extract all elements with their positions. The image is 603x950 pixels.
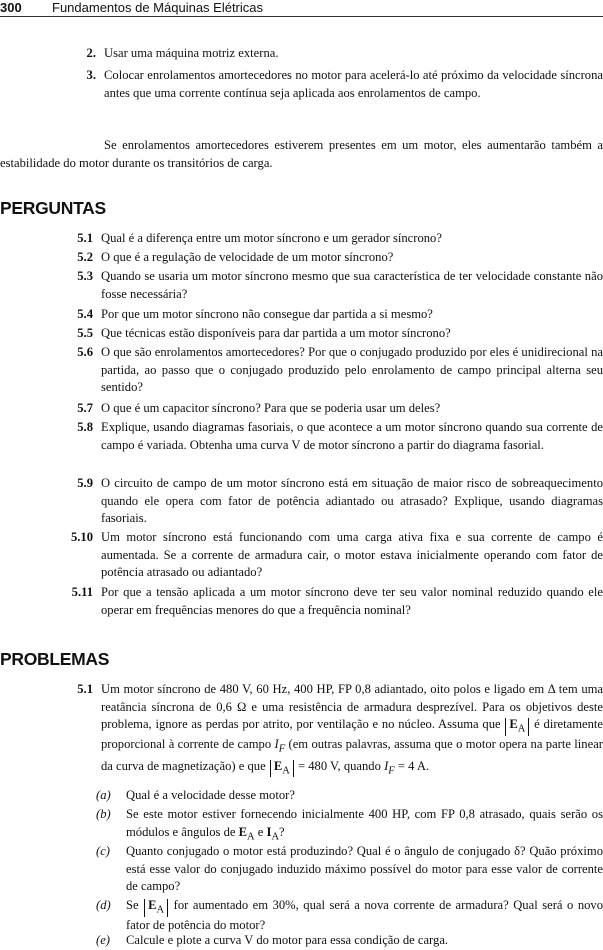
question-number: 5.10	[70, 530, 93, 544]
question-text: O que é um capacitor síncrono? Para que se poderia usar um deles?	[101, 401, 441, 415]
part-text: Se $E_A$ for aumentado em 30%, qual será a nova corrente de armadura? Qual será o novo fator de potência do motor?	[126, 898, 603, 932]
part-label: (c)	[96, 844, 110, 858]
question-number: 5.3	[77, 269, 93, 283]
part-label: (b)	[96, 807, 111, 821]
question-number: 5.1	[77, 231, 93, 245]
part-text: Se este motor estiver fornecendo inicialmente 400 HP, com FP 0,8 atrasado, quais serão os módulos e ângulos de $E_A$ e $I_A$?	[126, 807, 603, 843]
part-text: Calcule e plote a curva V do motor para essa condição de carga.	[126, 933, 449, 947]
page-number: 300	[0, 0, 22, 15]
question-number: 5.4	[77, 307, 93, 321]
part-label: (d)	[96, 898, 111, 912]
section-title-problems: PROBLEMAS	[0, 649, 110, 669]
question-text: Explique, usando diagramas fasoriais, o que acontece a um motor síncrono quando sua corrente de campo é variada. Obtenha uma curva V de motor síncrono a partir do diagrama fasorial.	[101, 420, 603, 452]
question-text: Por que um motor síncrono não consegue dar partida a si mesmo?	[101, 307, 433, 321]
problem-number: 5.1	[77, 682, 93, 696]
part-label: (a)	[96, 788, 111, 802]
list-number: 3.	[86, 68, 96, 82]
list-item: Usar uma máquina motriz externa.	[104, 46, 279, 60]
question-text: O que é a regulação de velocidade de um motor síncrono?	[101, 250, 394, 264]
question-text: Qual é a diferença entre um motor síncrono e um gerador síncrono?	[101, 231, 442, 245]
question-text: Um motor síncrono está funcionando com uma carga ativa fixa e sua corrente de campo é aumentada. Se a corrente de armadura cair, o motor estava inicialmente operando com fator de potência atrasado ou adiantado?	[101, 530, 603, 579]
question-number: 5.7	[77, 401, 93, 415]
part-text: Quanto conjugado o motor está produzindo? Qual é o ângulo de conjugado δ? Quão próximo está esse valor do conjugado induzido máximo possível do motor para esse valor de corrente de campo?	[126, 844, 603, 893]
question-text: Quando se usaria um motor síncrono mesmo que sua característica de ter velocidade constante não fosse necessária?	[101, 269, 603, 301]
question-text: Que técnicas estão disponíveis para dar partida a um motor síncrono?	[101, 326, 451, 340]
section-title-questions: PERGUNTAS	[0, 198, 106, 218]
body-paragraph: Se enrolamentos amortecedores estiverem presentes em um motor, eles aumentarão também a estabilidade do motor durante os transitórios de carga.	[0, 138, 603, 170]
question-text: O que são enrolamentos amortecedores? Por que o conjugado produzido por eles é unidirecional na partida, ao passo que o conjugado produzido pelo enrolamento de campo principal alterna seu sentido?	[101, 345, 603, 394]
running-header	[0, 0, 603, 17]
question-number: 5.5	[77, 326, 93, 340]
running-title: Fundamentos de Máquinas Elétricas	[52, 0, 264, 15]
question-text: O circuito de campo de um motor síncrono está em situação de maior risco de sobreaquecimento quando ele opera com fator de potência adiantado ou atrasado? Explique, usando diagramas fasoriais.	[101, 476, 603, 525]
question-number: 5.8	[77, 420, 93, 434]
problem-statement: Um motor síncrono de 480 V, 60 Hz, 400 HP, FP 0,8 adiantado, oito polos e ligado em Δ tem uma reatância síncrona de 0,6 Ω e uma resistência de armadura desprezível. Para os objetivos deste problema, ignore as perdas por atrito, por ventilação e no núcleo. Assuma que $E_A$ é diretamente proporcional à corrente de campo $I_F$ (em outras palavras, assuma que o motor opera na parte linear da curva de magnetização) e que $E_A = 480$ V, quando $I_F = 4$ A.	[101, 682, 603, 777]
question-number: 5.2	[77, 250, 93, 264]
question-number: 5.11	[71, 585, 93, 599]
list-number: 2.	[86, 46, 96, 60]
question-text: Por que a tensão aplicada a um motor síncrono deve ter seu valor nominal reduzido quando ele operar em frequências menores do que a frequência nominal?	[101, 585, 603, 617]
abs-ea: $E_A$	[270, 760, 294, 778]
part-label: (e)	[96, 933, 110, 947]
question-number: 5.6	[77, 345, 93, 359]
list-item: Colocar enrolamentos amortecedores no motor para acelerá-lo até próximo da velocidade síncrona antes que uma corrente contínua seja aplicada aos enrolamentos de campo.	[104, 68, 603, 100]
part-text: Qual é a velocidade desse motor?	[126, 788, 295, 802]
abs-ea: $E_A$	[505, 718, 529, 736]
question-number: 5.9	[77, 476, 93, 490]
abs-ea: $E_A$	[144, 899, 168, 917]
